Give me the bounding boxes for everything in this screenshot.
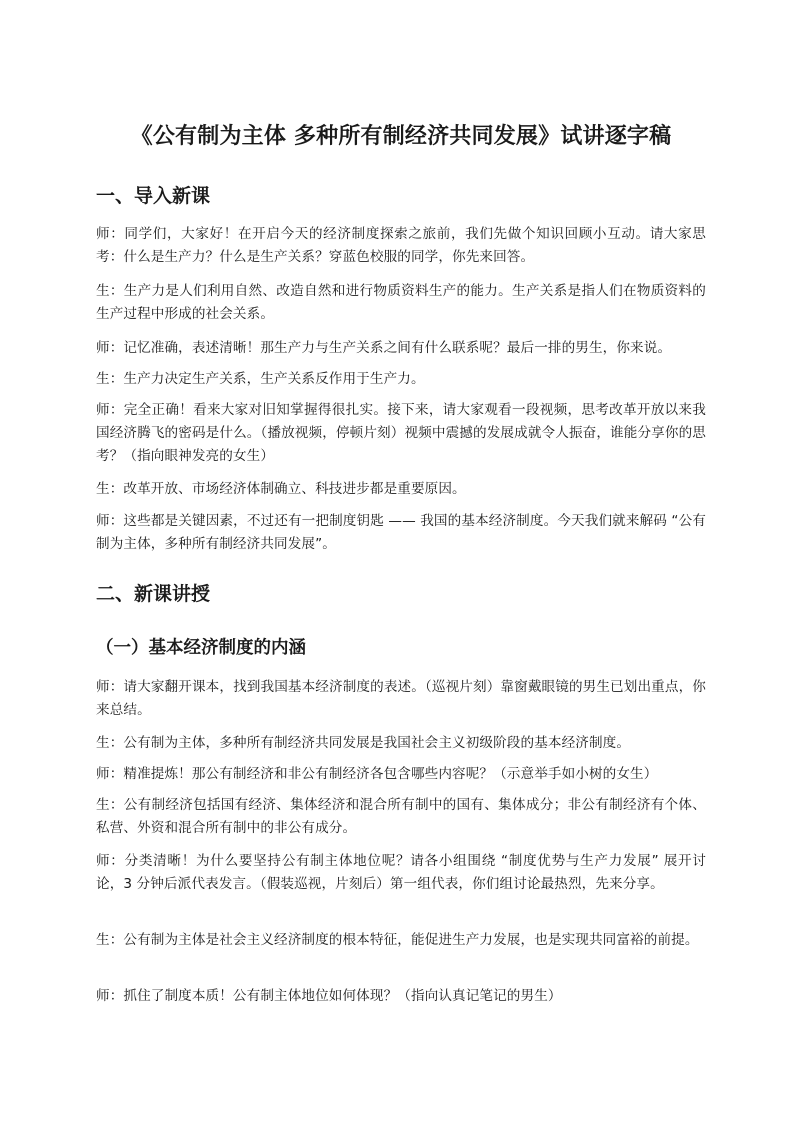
dialogue-paragraph: 师：记忆准确，表述清晰！那生产力与生产关系之间有什么联系呢？最后一排的男生，你来说。 (96, 340, 672, 356)
dialogue-paragraph: 生：公有制为主体是社会主义经济制度的根本特征，能促进生产力发展，也是实现共同富裕的前提。 (96, 932, 699, 948)
dialogue-paragraph: 生：公有制经济包括国有经济、集体经济和混合所有制中的国有、集体成分；非公有制经济有个体、私营、外资和混合所有制中的非公有成分。 (96, 797, 706, 836)
dialogue-paragraph: 生：改革开放、市场经济体制确立、科技进步都是重要原因。 (96, 481, 466, 497)
subsection-heading: （一）基本经济制度的内涵 (96, 638, 306, 658)
dialogue-paragraph: 师：这些都是关键因素，不过还有一把制度钥匙 —— 我国的基本经济制度。今天我们就来解码 “公有制为主体，多种所有制经济共同发展”。 (96, 513, 706, 552)
dialogue-paragraph: 师：抓住了制度本质！公有制主体地位如何体现？（指向认真记笔记的男生） (96, 988, 562, 1004)
dialogue-paragraph: 师：同学们，大家好！在开启今天的经济制度探索之旅前，我们先做个知识回顾小互动。请大家思考：什么是生产力？什么是生产关系？穿蓝色校服的同学，你先来回答。 (96, 226, 706, 265)
document-title: 《公有制为主体 多种所有制经济共同发展》试讲逐字稿 (130, 124, 672, 149)
dialogue-paragraph: 生：生产力决定生产关系，生产关系反作用于生产力。 (96, 371, 425, 387)
dialogue-paragraph: 师：分类清晰！为什么要坚持公有制主体地位呢？请各小组围绕 “制度优势与生产力发展” 展开讨论，3 分钟后派代表发言。（假装巡视，片刻后）第一组代表，你们组讨论最热烈，先来分享。 (96, 853, 706, 892)
dialogue-paragraph: 师：精准提炼！那公有制经济和非公有制经济各包含哪些内容呢？（示意举手如小树的女生） (96, 766, 658, 782)
dialogue-paragraph: 师：完全正确！看来大家对旧知掌握得很扎实。接下来，请大家观看一段视频，思考改革开放以来我国经济腾飞的密码是什么。（播放视频，停顿片刻）视频中震撼的发展成就令人振奋，谁能分享你的思考？（指向眼神发亮的女生） (96, 402, 706, 464)
dialogue-paragraph: 生：生产力是人们利用自然、改造自然和进行物质资料生产的能力。生产关系是指人们在物质资料的生产过程中形成的社会关系。 (96, 283, 706, 322)
dialogue-paragraph: 生：公有制为主体，多种所有制经济共同发展是我国社会主义初级阶段的基本经济制度。 (96, 735, 631, 751)
section-heading-new-lesson: 二、新课讲授 (96, 583, 211, 605)
section-heading-intro: 一、导入新课 (96, 185, 211, 207)
dialogue-paragraph: 师：请大家翻开课本，找到我国基本经济制度的表述。（巡视片刻）靠窗戴眼镜的男生已划出重点，你来总结。 (96, 679, 706, 718)
